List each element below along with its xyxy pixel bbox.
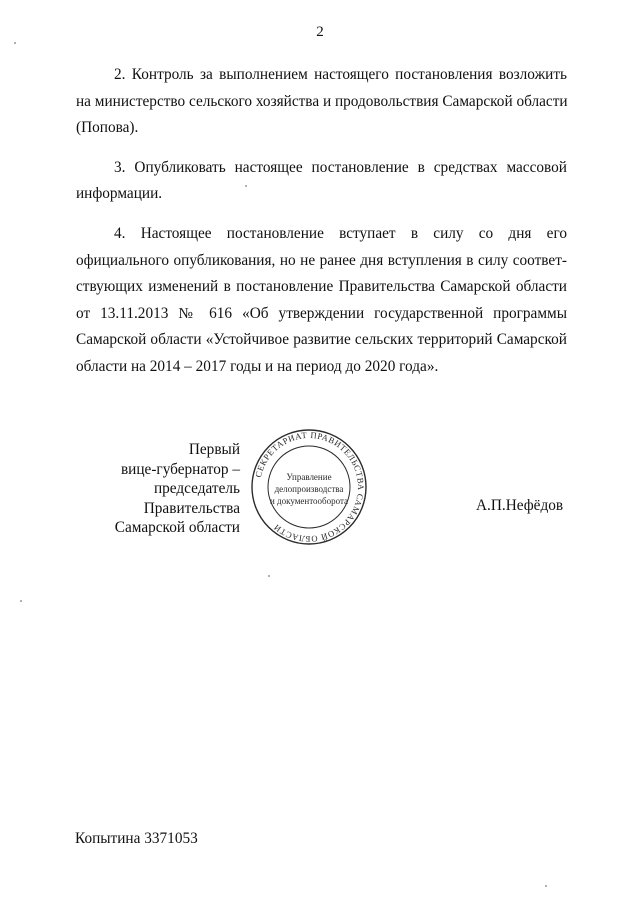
- position-line: Первый: [188, 441, 240, 458]
- scan-speck: [20, 600, 22, 602]
- text-line: 3. Опубликовать настоящее постановление в средствах массовой: [114, 158, 567, 176]
- position-line: вице-губернатор –: [120, 460, 240, 478]
- text-line: официального опубликования, но не ранее дня вступления в силу соответ-: [76, 251, 567, 269]
- text-line: Самарской области «Устойчивое развитие сельских территорий Самарской: [76, 331, 567, 349]
- executor-contact: Копытина 3371053: [75, 830, 198, 847]
- paragraph-4: [76, 221, 567, 381]
- text-line: на министерство сельского хозяйства и продовольствия Самарской области: [76, 92, 568, 110]
- scan-speck: [545, 885, 547, 887]
- seal-inner-line: и документооборота: [269, 496, 349, 506]
- text-line: области на 2014 – 2017 годы и на период до 2020 года».: [76, 357, 439, 375]
- page-number: 2: [316, 24, 324, 40]
- text-line: информации.: [76, 185, 163, 203]
- seal-inner-line: Управление: [286, 472, 332, 482]
- text-line: ствующих изменений в постановление Правительства Самарской области: [76, 278, 567, 296]
- scan-speck: [245, 185, 247, 187]
- text-line: (Попова).: [76, 119, 139, 137]
- signatory-position: [70, 440, 240, 538]
- scan-speck: [14, 42, 16, 44]
- paragraph-3: [76, 155, 567, 208]
- position-line: Самарской области: [114, 519, 240, 537]
- document-body: [76, 62, 567, 381]
- position-line: председатель Правительства: [143, 480, 240, 517]
- paragraph-2: [76, 62, 567, 142]
- text-line: 2. Контроль за выполнением настоящего постановления возложить: [114, 66, 567, 83]
- seal-outer-text: СЕКРЕТАРИАТ ПРАВИТЕЛЬСТВА САМАРСКОЙ ОБЛАСТИ: [253, 429, 367, 545]
- seal-inner-line: делопроизводства: [274, 484, 344, 494]
- signatory-name: А.П.Нефёдов: [476, 497, 564, 514]
- text-line: от 13.11.2013 № 616 «Об утверждении государственной программы: [76, 304, 567, 322]
- text-line: 4. Настоящее постановление вступает в силу со дня его: [114, 224, 567, 242]
- scan-speck: [268, 575, 270, 577]
- official-seal: [250, 428, 368, 546]
